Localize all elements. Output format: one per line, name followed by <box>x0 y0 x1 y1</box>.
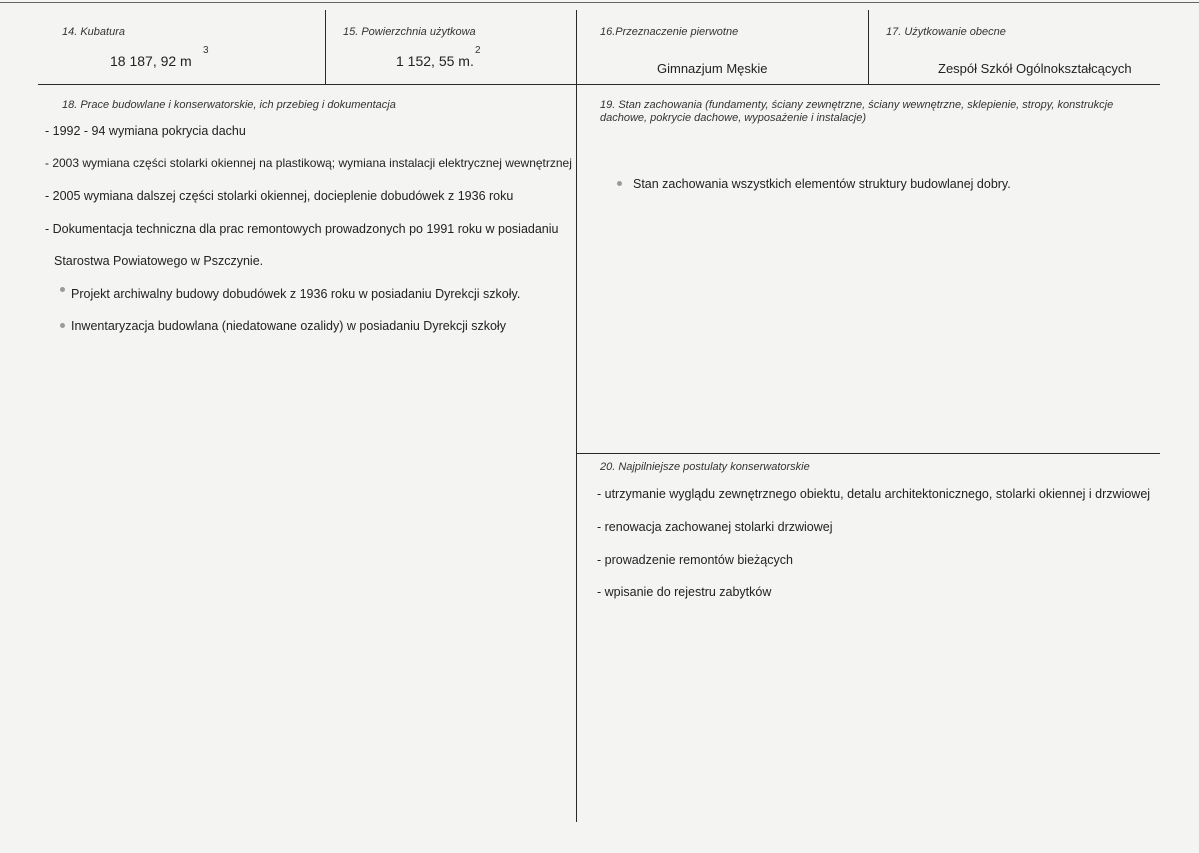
s18-line: - 2005 wymiana dalszej części stolarki okiennej, docieplenie dobudówek z 1936 roku <box>45 189 514 203</box>
s18-bullet-text: Projekt archiwalny budowy dobudówek z 1936 roku w posiadaniu Dyrekcji szkoły. <box>71 287 521 301</box>
row1-bottom-border <box>38 84 1160 85</box>
s20-line: - utrzymanie wyglądu zewnętrznego obiektu, detalu architektonicznego, stolarki okiennej i drzwiowej <box>597 487 1151 501</box>
s19-bullet-item <box>617 177 1011 191</box>
s18-bullet-item <box>60 319 506 333</box>
s18-label: 18. Prace budowlane i konserwatorskie, ich przebieg i dokumentacja <box>62 99 396 111</box>
c15-value: 1 152, 55 m. <box>396 53 474 69</box>
c15-label: 15. Powierzchnia użytkowa <box>343 26 476 38</box>
c15-superscript: 2 <box>475 45 481 56</box>
c17-value: Zespół Szkół Ogólnokształcących <box>938 61 1132 76</box>
s19-label: 19. Stan zachowania (fundamenty, ściany zewnętrzne, ściany wewnętrzne, sklepienie, stropy, konstrukcje dachowe, pokrycie dachowe, wyposażenie i instalacje) <box>600 99 1114 124</box>
divider-c14-c15 <box>325 10 326 84</box>
c14-value: 18 187, 92 m <box>110 53 192 69</box>
divider-main <box>576 10 577 822</box>
s20-line: - renowacja zachowanej stolarki drzwiowej <box>597 520 833 534</box>
s20-line: - wpisanie do rejestru zabytków <box>597 585 772 599</box>
s18-line: - 2003 wymiana części stolarki okiennej na plastikową; wymiana instalacji elektrycznej wewnętrznej <box>45 156 572 170</box>
c16-label: 16.Przeznaczenie pierwotne <box>600 26 739 38</box>
s18-line: - 1992 - 94 wymiana pokrycia dachu <box>45 124 246 138</box>
c14-superscript: 3 <box>203 45 209 56</box>
s18-bullet-text: Inwentaryzacja budowlana (niedatowane ozalidy) w posiadaniu Dyrekcji szkoły <box>71 319 506 333</box>
s18-bullet-item <box>60 287 520 301</box>
c14-label: 14. Kubatura <box>62 26 125 38</box>
c17-label: 17. Użytkowanie obecne <box>886 26 1006 38</box>
s19-bullet-text: Stan zachowania wszystkich elementów struktury budowlanej dobry. <box>633 177 1011 191</box>
s18-line: Starostwa Powiatowego w Pszczynie. <box>54 254 264 268</box>
bullet-icon <box>60 323 65 328</box>
top-border <box>0 2 1199 3</box>
s20-line: - prowadzenie remontów bieżących <box>597 553 793 567</box>
s20-label: 20. Najpilniejsze postulaty konserwatorskie <box>600 461 810 473</box>
c16-value: Gimnazjum Męskie <box>657 61 768 76</box>
s19-s20-divider <box>576 453 1160 454</box>
divider-c16-c17 <box>868 10 869 84</box>
s18-line: - Dokumentacja techniczna dla prac remontowych prowadzonych po 1991 roku w posiadaniu <box>45 222 559 236</box>
bullet-icon <box>617 181 622 186</box>
bullet-icon <box>60 287 65 292</box>
